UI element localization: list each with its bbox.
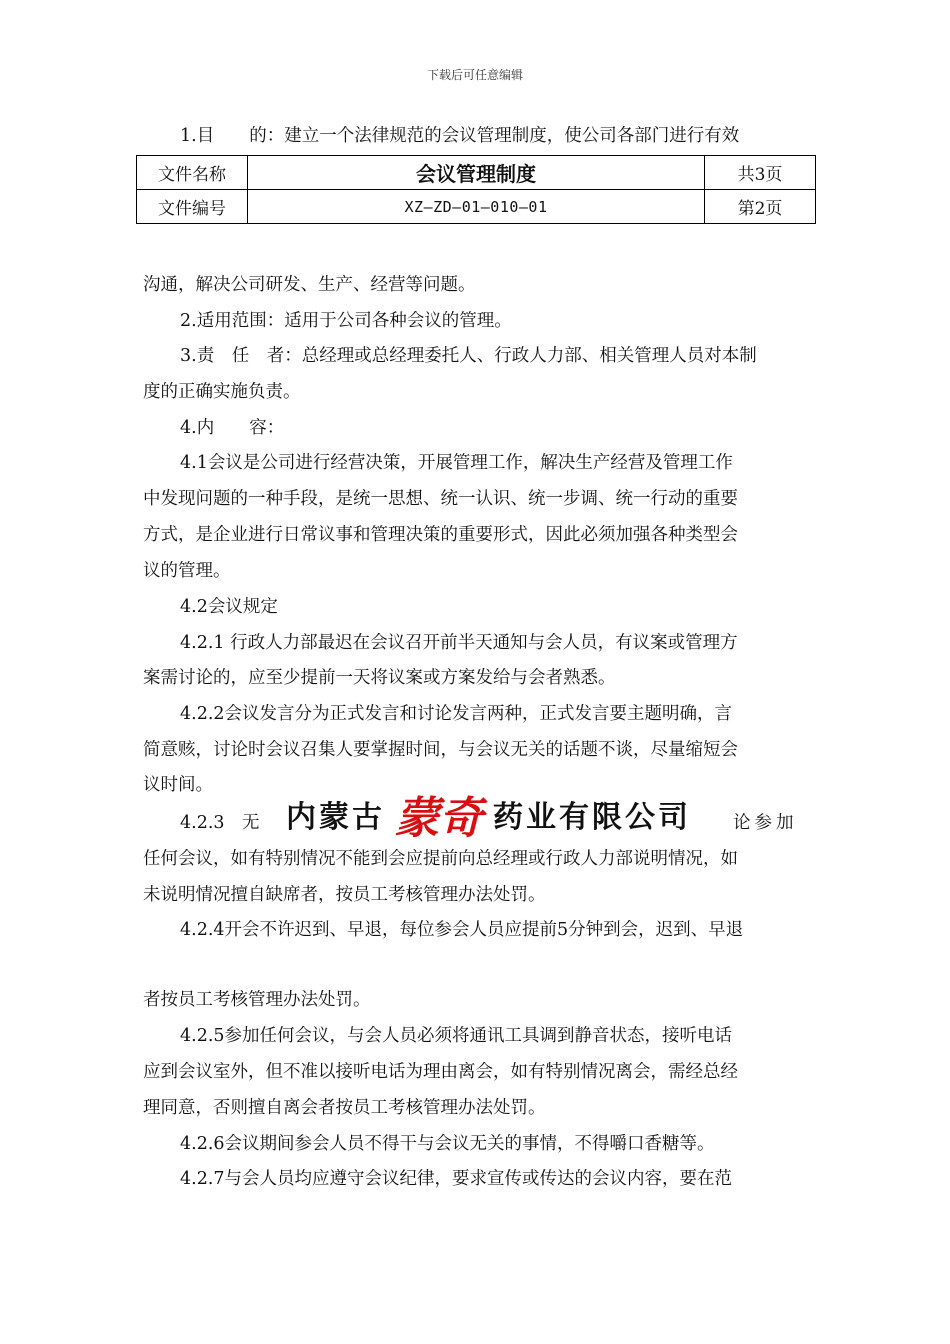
paragraph-line: 中发现问题的一种手段，是统一思想、统一认识、统一步调、统一行动的重要	[143, 489, 738, 509]
paragraph-line: 应到会议室外，但不准以接听电话为理由离会，如有特别情况离会，需经总经	[143, 1062, 738, 1082]
paragraph-line: 任何会议，如有特别情况不能到会应提前向总经理或行政人力部说明情况，如	[143, 849, 738, 869]
paragraph-line: 议的管理。	[143, 561, 231, 581]
table-row	[137, 156, 816, 190]
paragraph-line: 3.责 任 者：总经理或总经理委托人、行政人力部、相关管理人员对本制	[180, 346, 757, 366]
table-row	[137, 190, 816, 224]
total-pages: 共3页	[705, 156, 816, 190]
header-note: 下载后可任意编辑	[426, 68, 523, 82]
paragraph-line: 理同意，否则擅自离会者按员工考核管理办法处罚。	[143, 1098, 546, 1118]
paragraph-line: 1.目 的：建立一个法律规范的会议管理制度，使公司各部门进行有效	[180, 126, 740, 146]
file-number-label: 文件编号	[137, 190, 248, 224]
paragraph-line: 论参加	[733, 813, 798, 833]
document-title: 会议管理制度	[248, 156, 705, 190]
logo-text-right: 药业有限公司	[493, 800, 691, 835]
file-name-label: 文件名称	[137, 156, 248, 190]
paragraph-line: 方式，是企业进行日常议事和管理决策的重要形式，因此必须加强各种类型会	[143, 525, 738, 545]
paragraph-line: 4.2.4开会不许迟到、早退，每位参会人员应提前5分钟到会，迟到、早退	[180, 920, 744, 940]
company-logo-watermark	[286, 790, 691, 844]
paragraph-line: 简意赅，讨论时会议召集人要掌握时间，与会议无关的话题不谈，尽量缩短会	[143, 740, 738, 760]
paragraph-line: 4.2.7与会人员均应遵守会议纪律，要求宣传或传达的会议内容，要在范	[180, 1169, 733, 1189]
paragraph-line: 4.内 容：	[180, 418, 285, 438]
paragraph-line: 4.2.5参加任何会议，与会人员必须将通讯工具调到静音状态，接听电话	[180, 1026, 733, 1046]
paragraph-line: 者按员工考核管理办法处罚。	[143, 990, 371, 1010]
paragraph-line: 沟通，解决公司研发、生产、经营等问题。	[143, 275, 476, 295]
paragraph-line: 4.2.1 行政人力部最迟在会议召开前半天通知与会人员，有议案或管理方	[180, 633, 738, 653]
page-number: 第2页	[705, 190, 816, 224]
paragraph-line: 未说明情况擅自缺席者，按员工考核管理办法处罚。	[143, 885, 546, 905]
paragraph-line: 4.2.6会议期间参会人员不得干与会议无关的事情，不得嚼口香糖等。	[180, 1134, 715, 1154]
logo-text-left: 内蒙古	[286, 800, 385, 835]
paragraph-line: 议时间。	[143, 775, 213, 795]
document-info-table	[136, 155, 816, 224]
paragraph-line: 4.1会议是公司进行经营决策，开展管理工作，解决生产经营及管理工作	[180, 453, 733, 473]
paragraph-line: 4.2会议规定	[180, 597, 278, 617]
document-code: XZ—ZD—01—010—01	[248, 190, 705, 224]
paragraph-line: 案需讨论的，应至少提前一天将议案或方案发给与会者熟悉。	[143, 668, 616, 688]
paragraph-line: 4.2.3 无	[180, 813, 260, 833]
paragraph-line: 2.适用范围：适用于公司各种会议的管理。	[180, 311, 512, 331]
paragraph-line: 度的正确实施负责。	[143, 382, 301, 402]
logo-brand-mark: 蒙奇	[395, 793, 483, 844]
paragraph-line: 4.2.2会议发言分为正式发言和讨论发言两种，正式发言要主题明确，言	[180, 704, 733, 724]
